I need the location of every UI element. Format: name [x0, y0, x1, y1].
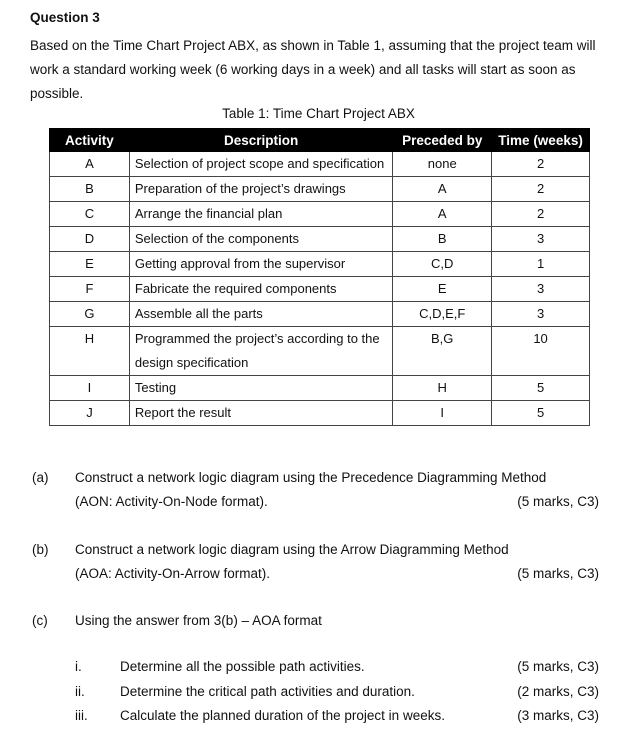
cell-activity: J — [50, 401, 130, 426]
cell-time: 3 — [492, 302, 590, 327]
question-title: Question 3 — [30, 10, 100, 25]
cell-activity: B — [50, 177, 130, 202]
cell-time: 5 — [492, 401, 590, 426]
cell-description: Preparation of the project’s drawings — [129, 177, 392, 202]
cell-activity: D — [50, 227, 130, 252]
cell-description: Selection of the components — [129, 227, 392, 252]
part-b-marks: (5 marks, C3) — [517, 566, 599, 581]
subpart-iii-marks: (3 marks, C3) — [517, 708, 599, 723]
cell-preceded-by: E — [393, 277, 492, 302]
cell-preceded-by: I — [393, 401, 492, 426]
cell-preceded-by: B — [393, 227, 492, 252]
cell-description: Programmed the project’s according to the design specification — [129, 327, 392, 376]
cell-preceded-by: B,G — [393, 327, 492, 376]
table-header-row — [50, 129, 590, 152]
table-row — [50, 302, 590, 327]
question-intro: Based on the Time Chart Project ABX, as shown in Table 1, assuming that the project team will work a standard working week (6 working days in a week) and all tasks will start as soon as possible. — [30, 38, 596, 101]
cell-preceded-by: none — [393, 152, 492, 177]
subpart-ii-text: Determine the critical path activities and duration. — [120, 684, 415, 699]
part-b-label: (b) — [32, 542, 49, 557]
cell-time: 2 — [492, 177, 590, 202]
part-a-label: (a) — [32, 470, 49, 485]
part-a-line2: (AON: Activity-On-Node format). — [75, 494, 268, 509]
part-a-line1: Construct a network logic diagram using the Precedence Diagramming Method — [75, 470, 547, 485]
cell-time: 2 — [492, 152, 590, 177]
subpart-iii-num: iii. — [75, 708, 88, 723]
header-description: Description — [129, 129, 392, 152]
cell-description: Report the result — [129, 401, 392, 426]
cell-description: Assemble all the parts — [129, 302, 392, 327]
cell-time: 3 — [492, 227, 590, 252]
cell-activity: G — [50, 302, 130, 327]
cell-preceded-by: A — [393, 177, 492, 202]
subpart-i-num: i. — [75, 659, 82, 674]
part-c-line1: Using the answer from 3(b) – AOA format — [75, 613, 322, 628]
table-row — [50, 202, 590, 227]
cell-preceded-by: A — [393, 202, 492, 227]
cell-preceded-by: C,D — [393, 252, 492, 277]
part-b-line1: Construct a network logic diagram using the Arrow Diagramming Method — [75, 542, 509, 557]
header-preceded-by: Preceded by — [393, 129, 492, 152]
subpart-i-marks: (5 marks, C3) — [517, 659, 599, 674]
table-row — [50, 327, 590, 376]
header-activity: Activity — [50, 129, 130, 152]
cell-description: Selection of project scope and specification — [129, 152, 392, 177]
time-chart-table — [49, 128, 590, 426]
table-row — [50, 277, 590, 302]
cell-preceded-by: H — [393, 376, 492, 401]
cell-time: 1 — [492, 252, 590, 277]
subpart-iii-text: Calculate the planned duration of the project in weeks. — [120, 708, 445, 723]
table-row — [50, 227, 590, 252]
cell-activity: A — [50, 152, 130, 177]
table-row — [50, 177, 590, 202]
part-b-line2: (AOA: Activity-On-Arrow format). — [75, 566, 271, 581]
cell-preceded-by: C,D,E,F — [393, 302, 492, 327]
part-c-label: (c) — [32, 613, 48, 628]
cell-time: 2 — [492, 202, 590, 227]
part-a-marks: (5 marks, C3) — [517, 494, 599, 509]
cell-activity: C — [50, 202, 130, 227]
header-time: Time (weeks) — [492, 129, 590, 152]
cell-description: Arrange the financial plan — [129, 202, 392, 227]
cell-time: 5 — [492, 376, 590, 401]
cell-time: 3 — [492, 277, 590, 302]
table-row — [50, 401, 590, 426]
cell-description: Fabricate the required components — [129, 277, 392, 302]
cell-activity: E — [50, 252, 130, 277]
cell-activity: I — [50, 376, 130, 401]
cell-description: Testing — [129, 376, 392, 401]
table-row — [50, 376, 590, 401]
cell-activity: F — [50, 277, 130, 302]
cell-description: Getting approval from the supervisor — [129, 252, 392, 277]
cell-activity: H — [50, 327, 130, 376]
subpart-ii-marks: (2 marks, C3) — [517, 684, 599, 699]
cell-time: 10 — [492, 327, 590, 376]
table-row — [50, 152, 590, 177]
subpart-i-text: Determine all the possible path activities. — [120, 659, 365, 674]
table-row — [50, 252, 590, 277]
table-caption: Table 1: Time Chart Project ABX — [222, 106, 415, 121]
subpart-ii-num: ii. — [75, 684, 85, 699]
